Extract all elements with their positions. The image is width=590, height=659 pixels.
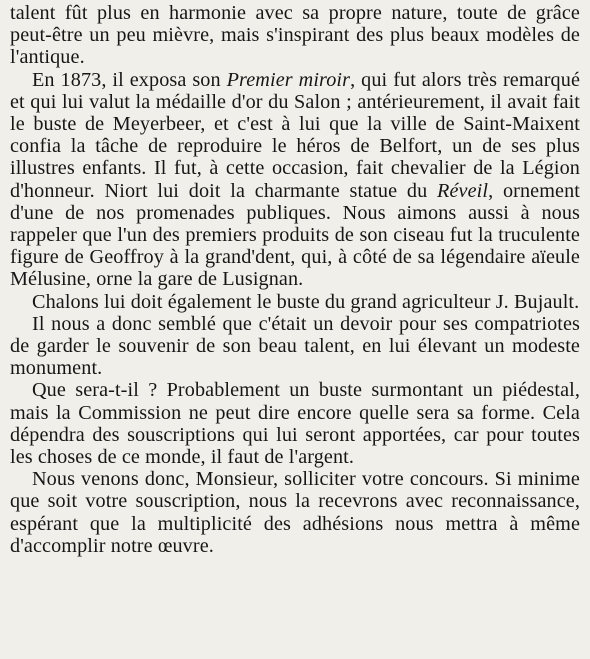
- paragraph-1873-text-a: En 1873, il exposa son: [32, 68, 227, 91]
- paragraph-chalons: Chalons lui doit également le buste du grand agriculteur J. Bujault.: [32, 290, 580, 313]
- paragraph-1873-exhibition: [10, 69, 580, 291]
- paragraph-1873-text-c: , qui fut alors très remarqué et qui lui valut la médaille d'or du Salon ; antérieurement, il avait fait le buste de Meyerbeer, et c'est à lui que la ville de Saint-Maixent confia la tâche de reproduire le héros de Belfort, un de ses plus illustres enfants. Il fut, à cette occasion, fait chevalier de la Légion d'honneur. Niort lui doit la charmante statue du: [10, 68, 581, 202]
- article-text: [10, 2, 580, 557]
- paragraph-talent: talent fût plus en harmonie avec sa propre nature, toute de grâce peut-être un peu mièvre, mais s'inspirant des plus beaux modèles de l'antique.: [10, 2, 580, 69]
- paragraph-1873-text-e: , ornement d'une de nos promenades publiques. Nous aimons aussi à nous rappeler que l'un des premiers produits de son ciseau fut la truculente figure de Geoffroy à la grand'dent, qui, à côté de sa légendaire aïeule Mélusine, orne la gare de Lusignan.: [10, 179, 580, 291]
- reveil-title: Réveil: [437, 179, 489, 202]
- paragraph-monument-form: Que sera-t-il ? Probablement un buste surmontant un piédestal, mais la Commission ne peut dire encore quelle sera sa forme. Cela dépendra des souscriptions qui lui seront apportées, car pour toutes les choses de ce monde, il faut de l'argent.: [10, 379, 580, 469]
- paragraph-devoir: Il nous a donc semblé que c'était un devoir pour ses compatriotes de garder le souvenir de son beau talent, en lui élevant un modeste monument.: [10, 312, 580, 380]
- paragraph-subscription: Nous venons donc, Monsieur, solliciter votre concours. Si minime que soit votre souscription, nous la recevrons avec reconnaissance, espérant que la multiplicité des adhésions nous mettra à même d'accomplir notre œuvre.: [10, 468, 580, 557]
- premier-miroir-title: Premier miroir: [226, 68, 351, 91]
